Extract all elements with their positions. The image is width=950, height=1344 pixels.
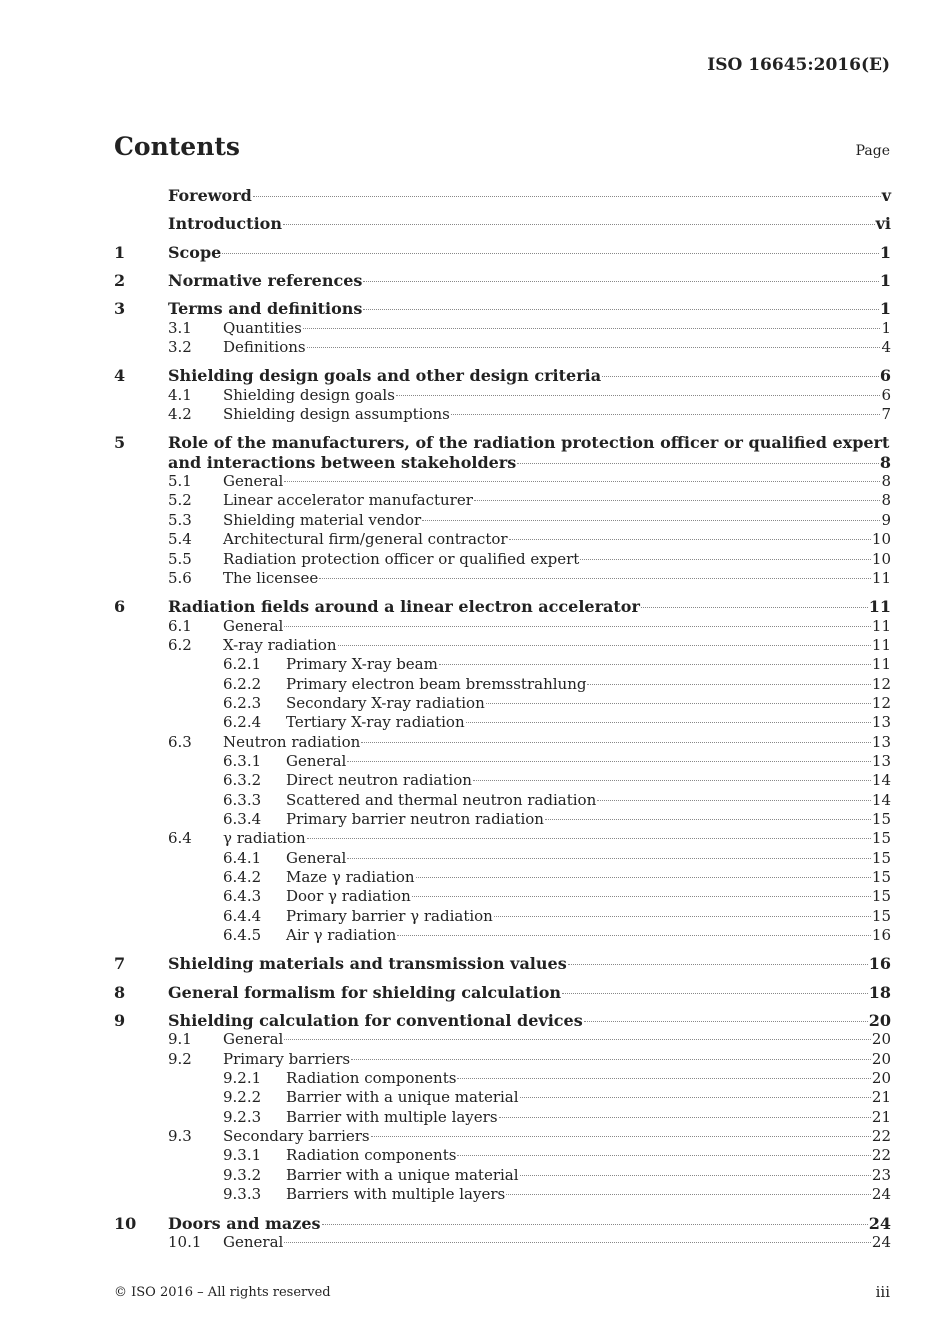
toc-entry-title: Foreword [168,186,252,205]
dot-leader [520,1097,871,1098]
toc-entry-number: 5 [114,433,126,453]
toc-entry-title: Shielding design goals and other design criteria [168,366,602,386]
toc-entry-page: 11 [868,597,891,617]
toc-entry-page: 21 [871,1107,891,1126]
toc-entry-title: General [286,751,347,770]
toc-entry-page: 1 [881,318,891,337]
toc-entry-number: 6.4.5 [223,926,262,945]
dot-leader [322,1224,868,1225]
toc-entry-number: 6.3.1 [223,751,262,770]
toc-entry[interactable] [114,713,891,732]
dot-leader [439,664,871,665]
toc-entry-number: 2 [114,271,126,291]
toc-entry-page: 23 [871,1165,891,1184]
toc-entry-number: 6.4.3 [223,887,262,906]
toc-entry-number: 6.4.1 [223,848,262,867]
toc-entry[interactable] [114,1127,891,1146]
toc-entry[interactable] [114,1088,891,1107]
toc-entry-page: 20 [868,1011,891,1031]
dot-leader [597,800,871,801]
toc-entry[interactable] [114,271,891,290]
toc-entry-page: 12 [871,674,891,693]
toc-entry-title: Radiation protection officer or qualified expert [223,549,580,568]
toc-entry-number: 6.2 [168,635,192,654]
dot-leader [284,1242,871,1243]
toc-entry-title: Secondary X-ray radiation [286,693,485,712]
toc-entry-title: The licensee [223,568,319,587]
toc-entry-page: 1 [879,271,891,291]
toc-entry-number: 4.2 [168,405,192,424]
toc-entry[interactable] [114,655,891,674]
toc-entry-number: 9.2.2 [223,1088,262,1107]
toc-entry[interactable] [114,1233,891,1252]
toc-entry-title: Normative references [168,271,363,291]
toc-entry-number: 3 [114,299,126,319]
toc-entry-title: Architectural firm/general contractor [223,530,508,549]
toc-entry[interactable] [114,907,891,926]
toc-entry[interactable] [114,868,891,887]
toc-entry-page: 1 [879,299,891,319]
toc-entry[interactable] [114,569,891,588]
toc-entry[interactable] [114,983,891,1002]
dot-leader [584,1021,868,1022]
toc-entry-page: 15 [871,887,891,906]
toc-entry-page: 15 [871,848,891,867]
toc-entry-title: Quantities [223,318,302,337]
toc-entry-page: 24 [871,1232,891,1251]
dot-leader [338,645,871,646]
toc-entry[interactable] [114,1050,891,1069]
toc-entry-page: 8 [879,452,891,472]
toc-entry-page: 24 [871,1185,891,1204]
table-of-contents [114,186,891,1252]
toc-entry-title: Role of the manufacturers, of the radiation protection officer or qualified expert [168,433,890,453]
toc-entry-page: 24 [868,1213,891,1233]
dot-leader [509,539,871,540]
toc-entry-title: Shielding material vendor [223,510,422,529]
toc-entry[interactable] [114,1146,891,1165]
toc-entry-page: 11 [871,616,891,635]
toc-entry-title: γ radiation [223,829,306,848]
toc-entry-title: Radiation components [286,1146,457,1165]
toc-entry-title: Shielding design assumptions [223,405,450,424]
dot-leader [517,463,879,464]
toc-entry[interactable] [114,405,891,424]
toc-entry-title: Primary barrier γ radiation [286,906,493,925]
toc-entry-title: Shielding design goals [223,385,395,404]
toc-entry-title: and interactions between stakeholders [168,452,517,472]
toc-entry-number: 6.2.4 [223,713,262,732]
toc-entry-page: vi [875,214,891,234]
toc-entry-title: Barrier with a unique material [286,1088,519,1107]
toc-entry-number: 9 [114,1011,126,1031]
dot-leader [307,347,881,348]
toc-entry-title: Terms and definitions [168,299,363,319]
toc-entry[interactable] [114,636,891,655]
toc-entry-number: 9.3.1 [223,1146,262,1165]
dot-leader [486,703,871,704]
toc-entry[interactable] [114,675,891,694]
toc-entry-title: Doors and mazes [168,1213,321,1233]
dot-leader [506,1194,871,1195]
dot-leader [283,224,875,225]
dot-leader [412,896,871,897]
toc-entry-number: 9.3.2 [223,1165,262,1184]
toc-entry[interactable] [114,1011,891,1030]
toc-entry-title: Scope [168,242,222,262]
toc-entry[interactable] [114,366,891,385]
dot-leader [474,500,881,501]
dot-leader [580,559,871,560]
toc-entry-page: 15 [871,809,891,828]
toc-entry-number: 9.2.3 [223,1107,262,1126]
toc-entry-page: 21 [871,1088,891,1107]
toc-entry[interactable] [114,617,891,636]
toc-entry[interactable] [114,791,891,810]
toc-entry-page: 20 [871,1049,891,1068]
contents-title: Contents [114,132,241,161]
toc-entry-page: 10 [871,549,891,568]
toc-entry[interactable] [114,1030,891,1049]
dot-leader [363,309,878,310]
toc-entry-page: 13 [871,713,891,732]
dot-leader [494,916,871,917]
dot-leader [545,819,871,820]
dot-leader [562,993,868,994]
toc-entry[interactable] [114,511,891,530]
dot-leader [284,626,871,627]
toc-entry[interactable] [114,829,891,848]
toc-entry-number: 5.2 [168,491,192,510]
dot-leader [284,1039,871,1040]
toc-entry-number: 9.1 [168,1030,192,1049]
toc-entry[interactable] [114,472,891,491]
dot-leader [361,742,871,743]
toc-entry-page: 22 [871,1146,891,1165]
toc-entry-page: 16 [871,926,891,945]
toc-entry-page: 11 [871,635,891,654]
toc-entry-title: Primary X-ray beam [286,655,438,674]
toc-entry-title: Primary barrier neutron radiation [286,809,544,828]
toc-entry-number: 6.3 [168,732,192,751]
toc-entry-number: 4.1 [168,385,192,404]
toc-entry-number: 5.4 [168,530,192,549]
dot-leader [416,877,871,878]
toc-entry-page: 8 [881,491,891,510]
toc-entry-number: 9.2.1 [223,1069,262,1088]
toc-entry-number: 6.3.3 [223,790,262,809]
toc-entry-page: 22 [871,1127,891,1146]
toc-entry-number: 6 [114,597,126,617]
dot-leader [347,761,871,762]
toc-entry[interactable] [114,1214,891,1233]
toc-entry-title: General [223,616,284,635]
toc-entry-title: Shielding calculation for conventional devices [168,1011,583,1031]
toc-entry-page: 10 [871,530,891,549]
dot-leader [222,253,879,254]
toc-entry-title: Direct neutron radiation [286,771,472,790]
toc-entry-title: Secondary barriers [223,1127,370,1146]
dot-leader [303,328,881,329]
toc-entry[interactable] [114,530,891,549]
toc-entry-page: 16 [868,954,891,974]
toc-entry-title: Scattered and thermal neutron radiation [286,790,597,809]
dot-leader [520,1175,871,1176]
toc-entry-number: 6.4 [168,829,192,848]
toc-entry-number: 5.6 [168,568,192,587]
toc-entry-page: 14 [871,790,891,809]
dot-leader [587,684,870,685]
toc-entry-title: Radiation fields around a linear electron accelerator [168,597,640,617]
toc-entry-page: 18 [868,982,891,1002]
dot-leader [499,1117,871,1118]
toc-entry-page: 6 [881,385,891,404]
toc-entry-title: Maze γ radiation [286,868,415,886]
toc-entry[interactable] [114,887,891,906]
toc-entry-number: 4 [114,366,126,386]
toc-entry-page: 12 [871,693,891,712]
toc-entry-title: General [286,848,347,867]
toc-entry-page: 20 [871,1069,891,1088]
toc-entry-page: 13 [871,732,891,751]
toc-entry[interactable] [114,1166,891,1185]
toc-entry[interactable] [114,810,891,829]
toc-entry-number: 10.1 [168,1232,202,1251]
toc-entry-number: 7 [114,954,126,974]
toc-entry-page: 8 [881,472,891,491]
toc-entry-number: 1 [114,242,126,262]
toc-entry[interactable] [114,954,891,973]
toc-entry-page: 14 [871,771,891,790]
toc-entry-title: Barrier with multiple layers [286,1107,498,1126]
dot-leader [347,858,871,859]
dot-leader [466,722,871,723]
page-column-label: Page [855,143,890,159]
toc-entry-number: 9.2 [168,1049,192,1068]
toc-entry-title: Tertiary X-ray radiation [286,713,465,732]
toc-entry-page: 7 [881,405,891,424]
toc-entry-page: 4 [881,338,891,357]
toc-entry-page: 9 [881,510,891,529]
dot-leader [641,607,868,608]
toc-entry-number: 6.2.3 [223,693,262,712]
toc-entry-number: 9.3 [168,1127,192,1146]
toc-entry[interactable] [114,597,891,616]
toc-entry[interactable] [114,243,891,262]
toc-entry-title: General [223,1232,284,1251]
toc-entry[interactable] [114,926,891,945]
toc-entry-number: 9.3.3 [223,1185,262,1204]
toc-entry[interactable] [114,752,891,771]
toc-entry-page: 15 [871,868,891,886]
toc-entry-number: 6.1 [168,616,192,635]
toc-entry-title: General [223,1030,284,1049]
toc-entry-page: 13 [871,751,891,770]
toc-entry-number: 6.4.2 [223,868,262,886]
dot-leader [457,1078,870,1079]
toc-entry-title: Barrier with a unique material [286,1165,519,1184]
toc-entry-title: Neutron radiation [223,732,361,751]
dot-leader [363,281,878,282]
toc-entry-page: 20 [871,1030,891,1049]
toc-entry-page: 1 [879,242,891,262]
toc-entry-title: X-ray radiation [223,635,337,654]
toc-entry[interactable] [114,491,891,510]
toc-entry-number: 5.1 [168,472,192,491]
toc-entry-page: 11 [871,655,891,674]
dot-leader [351,1059,871,1060]
toc-entry-page: 11 [871,568,891,587]
dot-leader [253,196,881,197]
toc-entry-number: 5.3 [168,510,192,529]
dot-leader [396,395,881,396]
toc-entry-title: Primary barriers [223,1049,351,1068]
toc-entry[interactable] [114,771,891,790]
toc-entry[interactable] [114,299,891,318]
dot-leader [397,935,871,936]
toc-entry[interactable] [114,186,891,205]
toc-entry-number: 10 [114,1213,137,1233]
dot-leader [602,376,879,377]
toc-entry-title: Barriers with multiple layers [286,1185,506,1204]
toc-entry[interactable] [114,1185,891,1204]
dot-leader [473,780,871,781]
dot-leader [568,964,868,965]
toc-entry-page: 15 [871,829,891,848]
toc-entry[interactable] [114,319,891,338]
toc-entry[interactable] [114,694,891,713]
dot-leader [307,838,871,839]
toc-entry[interactable] [114,550,891,569]
dot-leader [319,578,871,579]
toc-entry-title: Door γ radiation [286,887,411,906]
dot-leader [284,481,880,482]
dot-leader [457,1155,870,1156]
toc-entry-title: Primary electron beam bremsstrahlung [286,674,587,693]
toc-entry[interactable] [114,733,891,752]
toc-entry-title: General formalism for shielding calculation [168,982,562,1002]
toc-entry[interactable] [114,386,891,405]
dot-leader [371,1136,871,1137]
toc-entry-page: 15 [871,906,891,925]
toc-entry-number: 8 [114,982,126,1002]
dot-leader [451,414,881,415]
dot-leader [422,520,880,521]
toc-entry-title: Introduction [168,214,282,234]
toc-entry-number: 6.2.1 [223,655,262,674]
toc-entry-page: 6 [879,366,891,386]
toc-entry-title: Definitions [223,338,306,357]
toc-entry-number: 5.5 [168,549,192,568]
toc-entry-title: Radiation components [286,1069,457,1088]
document-id: ISO 16645:2016(E) [707,55,890,75]
toc-entry[interactable] [114,849,891,868]
toc-entry-title: Linear accelerator manufacturer [223,491,473,510]
toc-entry[interactable] [114,338,891,357]
toc-entry-number: 6.3.2 [223,771,262,790]
toc-entry-number: 6.4.4 [223,906,262,925]
toc-entry[interactable] [114,214,891,233]
toc-entry-number: 3.1 [168,318,192,337]
toc-entry-title: Shielding materials and transmission values [168,954,567,974]
toc-entry[interactable] [114,1069,891,1088]
toc-entry[interactable] [114,433,891,472]
toc-entry-number: 6.3.4 [223,809,262,828]
footer-page-number: iii [875,1283,890,1301]
toc-entry-number: 6.2.2 [223,674,262,693]
toc-entry-title: Air γ radiation [286,926,397,945]
toc-entry-number: 3.2 [168,338,192,357]
toc-entry-title: General [223,472,284,491]
toc-entry[interactable] [114,1108,891,1127]
toc-entry-page: v [881,186,891,205]
footer-copyright: © ISO 2016 – All rights reserved [114,1285,331,1300]
